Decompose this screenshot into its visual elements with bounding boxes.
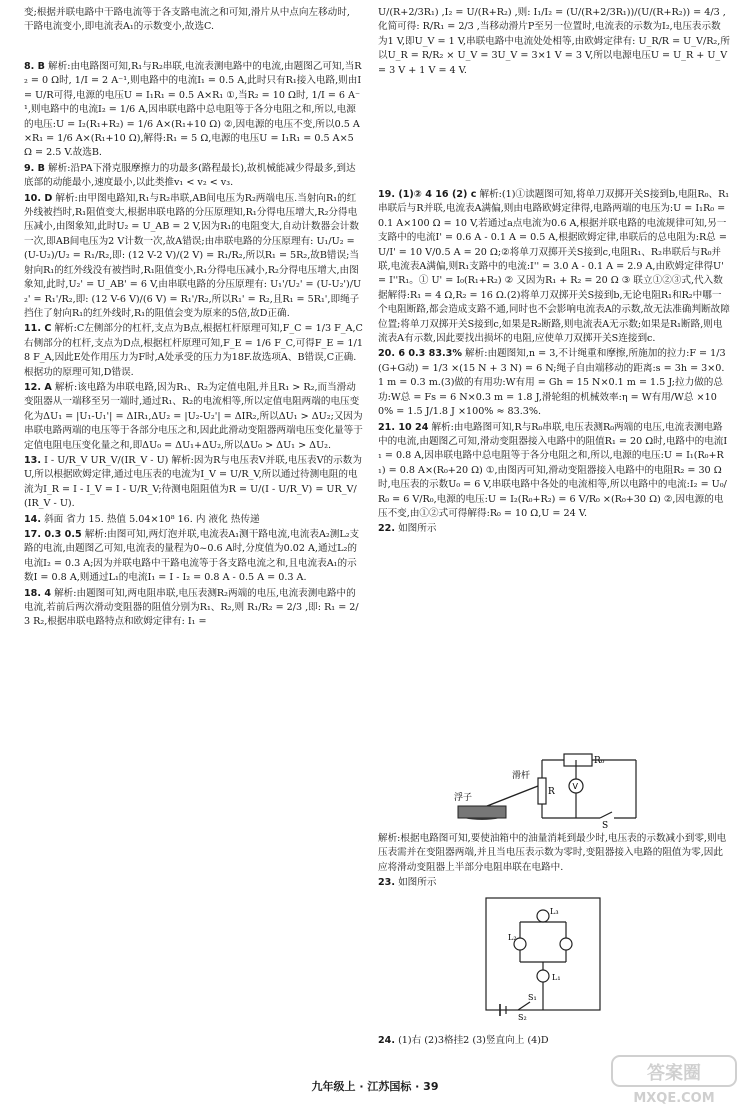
right-column — [378, 188, 730, 538]
variable-resistor — [538, 778, 546, 804]
answer-10: 10. D 解析:由甲图电路知,R₁与R₂串联,AB间电压为R₂两端电压.当射向R₁的红外线被挡时,R₁阻值变大,根据串联电路的分压原理知,R₁分得电压增大,R₂分得电压减小,由图象知,此时U₂ = U_AB = 2 V,因为R₁的电阻变大,自动计数器会计数一次,即AB间电压为2 V计数一次,故A错误;由串联电路的分压原理有: U₁/U₂ = (U-U₂)/U₂ = R₁/R₂,即: (12 V-2 V)/(2 V) = R₁/R₂,所以R₁ = 5R₂,故B错误;当射向R₁的红外线没有被挡时,R₁阻值变小,R₁分得电压减小,R₂分得电压增大,由图象知,此时,U₂' = U_AB' = 6 V,由串联电路的分压原理有: U₁'/U₂' = (U-U₂')/U₂' = R₁'/R₂,即: (12 V-6 V)/(6 V) = R₁'/R₂,所以R₁' = R₂,且R₁ = 5R₁',即绳子挡住了射向R₁的红外线时,R₁的阻值会变为原来的5倍,故D正确. — [24, 192, 362, 319]
lamp-l3 — [537, 910, 549, 922]
left-column — [24, 60, 364, 631]
lever-rod — [482, 786, 538, 808]
svg-text:滑杆: 滑杆 — [512, 771, 531, 781]
svg-text:答案圈: 答案圈 — [647, 1063, 701, 1084]
svg-text:MXQE.COM: MXQE.COM — [633, 1091, 715, 1106]
switch-s2 — [518, 1002, 530, 1010]
svg-text:R: R — [548, 787, 555, 797]
answer-14-16: 14. 斜面 省力 15. 热值 5.04×10⁸ 16. 内 液化 热传递 — [24, 513, 260, 525]
r0-label: R₀ — [594, 756, 605, 766]
svg-text:V: V — [572, 782, 578, 791]
right-column-bottom — [378, 1034, 730, 1049]
answer-8: 8. B 解析:由电路图可知,R₁与R₂串联,电流表测电路中的电流,由题图乙可知,当R₂ = 0 Ω时, 1/I = 2 A⁻¹,则电路中的电流I₁ = 0.5 A,此时只有R₁接入电路,则由I = U/R可得,电源的电压U = I₁R₁ = 0.5 A×R₁ ①,当R₂ = 10 Ω时, 1/I = 6 A⁻¹,则电路中的电流I₂ = 1/6 A,因串联电路中总电阻等于各分电阻之和,所以,电源的电压:U = I₂(R₁+R₂) = 1/6 A×(R₁+10 Ω) ②,因电源的电压不变,所以0.5 A×R₁ = 1/6 A×(R₁+10 Ω),解得:R₁ = 5 Ω,电源的电压U = I₁R₁ = 0.5 A×5 Ω = 2.5 V.故选B. — [24, 61, 362, 159]
svg-text:S₁: S₁ — [528, 993, 537, 1002]
page-footer: 九年级上 · 江苏国标 · 39 — [311, 1080, 439, 1093]
answer-9: 9. B 解析:沿PA下滑克服摩擦力的功最多(路程最长),故机械能减少得最多,到达底部的动能最小,速度最小,以此类推v₁ < v₂ < v₃. — [24, 162, 356, 189]
figure-22-circuit — [452, 748, 652, 830]
continuation-text: 变;根据并联电路中干路电流等于各支路电流之和可知,滑片从中点向左移动时,干路电流变小,即电流表A₁的示数变小,故选C. — [24, 7, 350, 33]
answer-20: 20. 6 0.3 83.3% 解析:由题图知,n = 3,不计绳重和摩擦,所施加的拉力:F = 1/3 (G+G动) = 1/3 ×(15 N + 3 N) = 6 N;绳子自由端移动的距离:s = 3h = 3×0.1 m = 0.3 m.(3)做的有用功:W有用 = Gh = 15 N×0.1 m = 1.5 J;拉力做的总功:W总 = Fs = 6 N×0.3 m = 1.8 J,滑轮组的机械效率:η = W有用/W总 ×100% = 1.5 J/1.8 J ×100% ≈ 83.3%. — [378, 348, 726, 418]
right-continuation-text: U/(R+2/3R₁) ,I₂ = U/(R+R₂) ,则: I₁/I₂ = (U/(R+2/3R₁))/(U/(R+R₂)) = 4/3 ,化简可得: R/R₁ = 2/3 ,当移动滑片P至另一位置时,电流表的示数为I₂,电压表示数为1 V,即U_V = 1 V,串联电路中电流处处相等,由欧姆定律有: U_R/R = U_V/R₂,所以U_R = R/R₂ × U_V = 3U_V = 3×1 V = 3 V,所以电源电压U = U_R + U_V = 3 V + 1 V = 4 V. — [378, 7, 730, 76]
answer-22-analysis: 解析:根据电路图可知,要使油箱中的油量消耗到最少时,电压表的示数减小到零,则电压表需并在变阻器两端,并且当电压表示数为零时,变阻器接入电路的阻值为零,因此应将滑动变阻器上半部分电阻串联在电路中. — [378, 833, 727, 873]
float-label: 浮子 — [454, 793, 473, 803]
lamp-l4 — [560, 938, 572, 950]
answer-17: 17. 0.3 0.5 解析:由图可知,两灯泡并联,电流表A₁测干路电流,电流表A₂测L₂支路的电流,由题图乙可知,电流表的量程为0~0.6 A时,分度值为0.02 A,通过L₂的电流I₂ = 0.3 A;因为并联电路中干路电流等于各支路电流之和,且电流表A₁的示数I = 0.8 A,则通过L₁的电流I₁ = I - I₂ = 0.8 A - 0.5 A = 0.3 A. — [24, 529, 360, 584]
lamp-l1 — [537, 970, 549, 982]
figure-23-circuit — [478, 892, 608, 1020]
answer-18: 18. 4 解析:由题图可知,两电阻串联,电压表测R₂两端的电压,电流表测电路中的电流,若前后两次滑动变阻器的阻值分别为R₁、R₂,则 R₁/R₂ = 2/3 ,即: R₁ = 2/3 R₂,根据串联电路特点和欧姆定律有: I₁ = — [24, 587, 359, 628]
svg-text:S₂: S₂ — [518, 1013, 527, 1020]
svg-text:L₃: L₃ — [550, 907, 559, 916]
watermark-logo — [610, 1052, 740, 1106]
answer-23: 23. 如图所示 — [378, 877, 437, 889]
svg-text:S: S — [602, 821, 609, 830]
answer-24: 24. (1)右 (2)3格挂2 (3)竖直向上 (4)D — [378, 1035, 549, 1046]
answer-12: 12. A 解析:该电路为串联电路,因为R₁、R₂为定值电阻,并且R₁ > R₂,而当滑动变阻器从一端移至另一端时,通过R₁、R₂的电流相等,所以定值电阻两端的电压变化为ΔU₁ = |U₁-U₁'| = ΔIR₁,ΔU₂ = |U₂-U₂'| = ΔIR₂,所以ΔU₁ > ΔU₂;又因为串联电路两端的电压等于各部分电压之和,因此此滑动变阻器两端电压变化量等于定值电阻电压变化量之和,即ΔU₀ = ΔU₁+ΔU₂,所以ΔU₀ > ΔU₁ > ΔU₂. — [24, 381, 363, 451]
answer-11: 11. C 解析:C左侧部分的杠杆,支点为B点,根据杠杆原理可知,F_C = 1/3 F_A,C右侧部分的杠杆,支点为D点,根据杠杆原理可知,F_E = 1/6 F_C,可得F_E = 1/18 F_A,因此E处作用压力为F时,A处承受的压力为18F.故选项A、B错误,C正确.根据功的原理可知,D错误. — [24, 323, 363, 378]
svg-text:L₁: L₁ — [552, 973, 561, 982]
answer-22: 22. 如图所示 — [378, 523, 437, 535]
answer-21: 21. 10 24 解析:由电路图可知,R与R₀串联,电压表测R₀两端的电压,电流表测电路中的电流,由题图乙可知,滑动变阻器接入电路中的阻值R₁ = 20 Ω时,电路中的电流I₁ = 0.8 A,因串联电路中总电阻等于各分电阻之和,所以,电源的电压:U = I₁(R₀+R₁) = 0.8 A×(R₀+20 Ω) ①,由图丙可知,滑动变阻器接入电路中的电阻R₂ = 30 Ω时,电压表的示数U₀ = 6 V,串联电路中各处的电流相等,所以电路中的电流:I₂ = U₀/R₀ = 6 V/R₀,电源的电压:U = I₂(R₀+R₂) = 6 V/R₀ ×(R₀+30 Ω) ②,因电源的电压不变,由①②式可得解得:R₀ = 10 Ω,U = 24 V. — [378, 421, 728, 519]
resistor-r0 — [564, 754, 592, 766]
right-column-lower — [378, 832, 730, 892]
switch-s — [600, 812, 612, 818]
svg-text:L₂: L₂ — [508, 933, 517, 942]
answer-19: 19. (1)② 4 16 (2) c 解析:(1)①读题图可知,将单刀双掷开关S接到b,电阻R₀、R₁串联后与R并联,电流表A满偏,则由电路欧姆定律得,电路两端的电压为:U = I₁R₀ = 0.1 A×100 Ω = 10 V,若通过a点电流为0.6 A,根据并联电路的电流规律可知,另一支路中的电流I' = 0.6 A - 0.1 A = 0.5 A,根据欧姆定律,串联后的总电阻为:R总 = U/I' = 10 V/0.5 A = 20 Ω;②将单刀双掷开关S接到c,电阻R₁、R₂串联后与R₀并联,电流表A满偏,则R₁支路中的电流:I'' = 3.0 A - 0.1 A = 2.9 A,由欧姆定律得U' = I''R₁。① U' = I₀(R₁+R₂) ② 又因为R₁ + R₂ = 20 Ω ③ 联立①②③式,代入数据解得:R₁ = 4 Ω,R₂ = 16 Ω.(2)将单刀双掷开关S接到b,无论电阻R₁和R₂中哪一个电阻断路,都会造成支路不通,同时也不会影响电流表A的示数,故无法准确判断故障位置;将单刀双掷开关S接到c,如果是R₂断路,则电流表A无示数;如果是R₁断路,则电流表A有示数,因此要找出损坏的电阻,应使单刀双掷开关S连接到c. — [378, 189, 730, 345]
answer-13: 13. I - U/R_V UR_V/(IR_V - U) 解析:因为R与电压表V并联,电压表V的示数为U,所以根据欧姆定律,通过电压表的电流为I_V = U/R_V,所以通过待测电阻的电流为I_R = I - I_V = I - U/R_V;待测电阻阻值为R = U/(I - U/R_V) = UR_V/(IR_V - U). — [24, 454, 362, 510]
